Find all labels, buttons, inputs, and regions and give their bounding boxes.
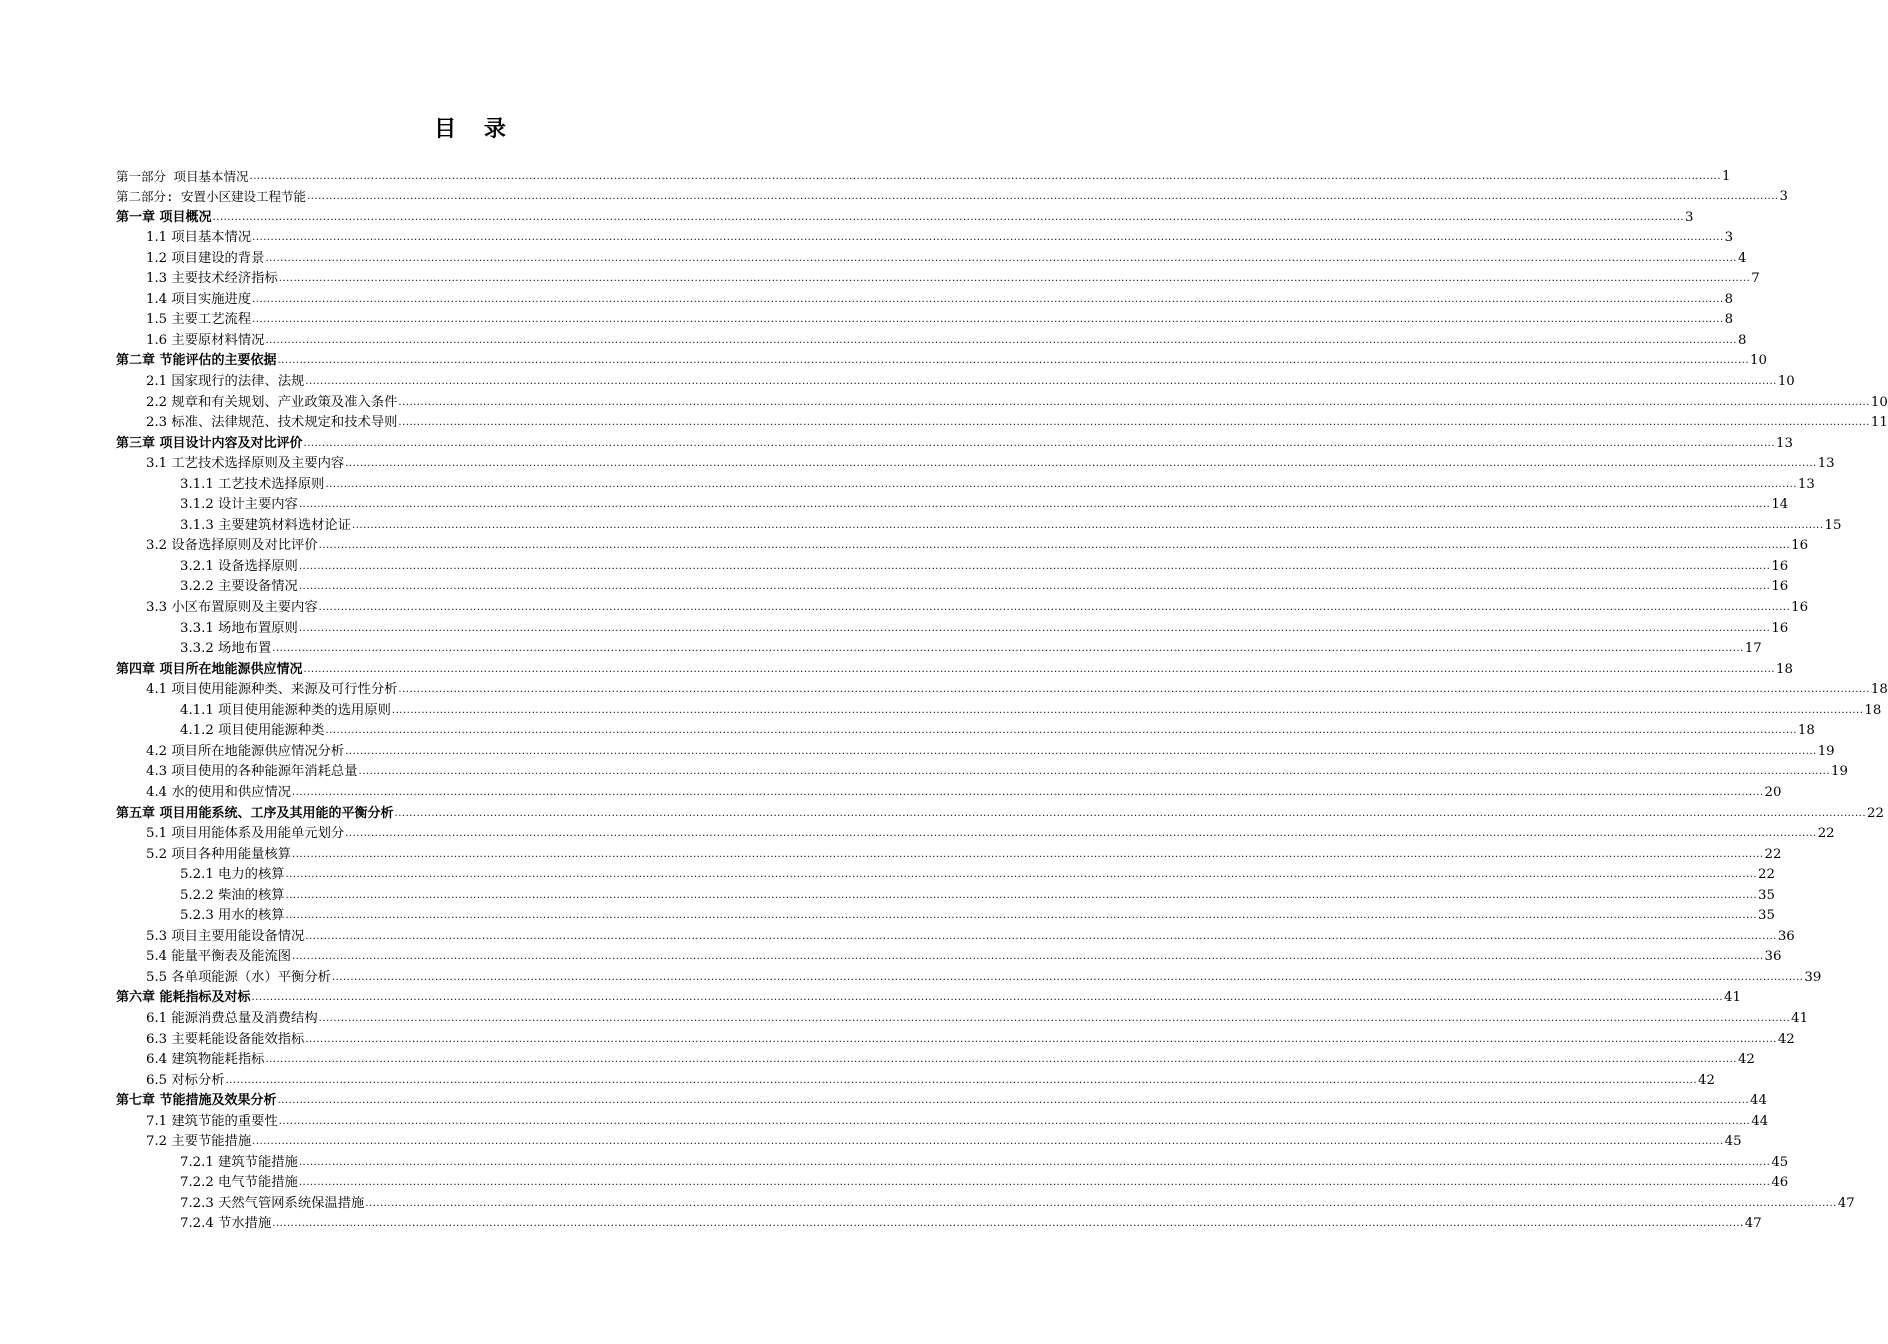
toc-entry[interactable]: [116, 411, 1888, 432]
toc-leader-dots: ................................................................................................................................................................................................................................................................................................................................................................................................................: [278, 273, 1751, 285]
toc-entry-page-number: 45: [1771, 1154, 1789, 1170]
toc-leader-dots: ................................................................................................................................................................................................................................................................................................................................................................................................................: [305, 376, 1777, 388]
toc-leader-dots: ................................................................................................................................................................................................................................................................................................................................................................................................................: [277, 355, 1750, 367]
toc-entry-page-number: 4: [1737, 250, 1747, 266]
toc-leader-dots: ................................................................................................................................................................................................................................................................................................................................................................................................................: [303, 663, 1776, 675]
toc-entry-page-number: 14: [1771, 497, 1789, 513]
toc-leader-dots: ................................................................................................................................................................................................................................................................................................................................................................................................................: [398, 417, 1870, 429]
toc-entry[interactable]: [116, 431, 1793, 452]
toc-entry-page-number: 42: [1698, 1072, 1715, 1088]
toc-entry-page-number: 18: [1797, 723, 1815, 739]
toc-entry[interactable]: [116, 1130, 1742, 1151]
toc-leader-dots: ................................................................................................................................................................................................................................................................................................................................................................................................................: [318, 602, 1791, 614]
toc-entry-label: 5.2 项目各种用能量核算: [146, 846, 292, 862]
toc-entry-page-number: 16: [1791, 538, 1809, 554]
toc-leader-dots: ................................................................................................................................................................................................................................................................................................................................................................................................................: [345, 745, 1817, 757]
toc-leader-dots: ................................................................................................................................................................................................................................................................................................................................................................................................................: [305, 930, 1777, 942]
toc-leader-dots: ................................................................................................................................................................................................................................................................................................................................................................................................................: [249, 170, 1722, 182]
toc-entry-label: 3.1.1 工艺技术选择原则: [180, 476, 325, 492]
toc-entry-label: 3.3.1 场地布置原则: [180, 620, 298, 636]
toc-leader-dots: ................................................................................................................................................................................................................................................................................................................................................................................................................: [345, 458, 1817, 470]
toc-entry-label: 1.5 主要工艺流程: [146, 312, 252, 328]
toc-entry-label: 4.3 项目使用的各种能源年消耗总量: [146, 764, 358, 780]
toc-leader-dots: ................................................................................................................................................................................................................................................................................................................................................................................................................: [298, 581, 1771, 593]
toc-entry-label: 第一章 项目概况: [116, 209, 212, 225]
toc-entry-label: 3.3 小区布置原则及主要内容: [146, 600, 318, 616]
toc-entry-label: 第一部分 项目基本情况: [116, 168, 249, 184]
toc-entry[interactable]: [116, 822, 1835, 843]
toc-entry-page-number: 8: [1724, 291, 1734, 307]
toc-entry-label: 6.4 建筑物能耗指标: [146, 1052, 265, 1068]
toc-leader-dots: ................................................................................................................................................................................................................................................................................................................................................................................................................: [345, 828, 1817, 840]
toc-leader-dots: ................................................................................................................................................................................................................................................................................................................................................................................................................: [292, 848, 1764, 860]
toc-entry[interactable]: [116, 657, 1793, 678]
toc-entry-label: 1.6 主要原材料情况: [146, 332, 265, 348]
toc-entry[interactable]: [116, 698, 1882, 719]
toc-entry-label: 5.1 项目用能体系及用能单元划分: [146, 826, 345, 842]
toc-leader-dots: ................................................................................................................................................................................................................................................................................................................................................................................................................: [325, 478, 1797, 490]
toc-entry[interactable]: [116, 1109, 1769, 1130]
toc-entry[interactable]: [116, 616, 1789, 637]
toc-leader-dots: ................................................................................................................................................................................................................................................................................................................................................................................................................: [285, 910, 1758, 922]
toc-leader-dots: ................................................................................................................................................................................................................................................................................................................................................................................................................: [358, 766, 1831, 778]
toc-leader-dots: ................................................................................................................................................................................................................................................................................................................................................................................................................: [305, 1033, 1777, 1045]
toc-entry[interactable]: [116, 328, 1747, 349]
toc-leader-dots: ................................................................................................................................................................................................................................................................................................................................................................................................................: [298, 1156, 1771, 1168]
toc-entry-label: 第六章 能耗指标及对标: [116, 990, 251, 1006]
toc-entry-page-number: 42: [1777, 1031, 1795, 1047]
toc-entry-page-number: 44: [1750, 1093, 1767, 1109]
toc-entry[interactable]: [116, 369, 1795, 390]
toc-entry-label: 3.2.2 主要设备情况: [180, 579, 298, 595]
toc-leader-dots: ................................................................................................................................................................................................................................................................................................................................................................................................................: [298, 1177, 1771, 1189]
toc-leader-dots: ................................................................................................................................................................................................................................................................................................................................................................................................................: [325, 725, 1797, 737]
toc-entry-page-number: 10: [1870, 394, 1888, 410]
toc-leader-dots: ................................................................................................................................................................................................................................................................................................................................................................................................................: [298, 560, 1771, 572]
toc-entry[interactable]: [116, 349, 1767, 370]
toc-entry-page-number: 47: [1744, 1216, 1762, 1232]
toc-entry-label: 5.3 项目主要用能设备情况: [146, 928, 305, 944]
toc-entry[interactable]: [116, 945, 1782, 966]
toc-entry-page-number: 3: [1779, 189, 1789, 205]
toc-entry[interactable]: [116, 719, 1815, 740]
toc-entry-page-number: 13: [1776, 435, 1793, 451]
toc-leader-dots: ................................................................................................................................................................................................................................................................................................................................................................................................................: [252, 232, 1724, 244]
toc-entry-label: 2.3 标准、法律规范、技术规定和技术导则: [146, 415, 398, 431]
toc-entry-page-number: 36: [1764, 949, 1782, 965]
toc-entry[interactable]: [116, 452, 1835, 473]
toc-entry[interactable]: [116, 1150, 1789, 1171]
toc-entry-page-number: 45: [1724, 1134, 1742, 1150]
toc-entry[interactable]: [116, 246, 1747, 267]
toc-entry-label: 4.4 水的使用和供应情况: [146, 784, 292, 800]
toc-leader-dots: ................................................................................................................................................................................................................................................................................................................................................................................................................: [265, 252, 1737, 264]
toc-entry[interactable]: [116, 801, 1884, 822]
toc-entry-label: 4.1.1 项目使用能源种类的选用原则: [180, 702, 391, 718]
toc-leader-dots: ................................................................................................................................................................................................................................................................................................................................................................................................................: [285, 889, 1758, 901]
toc-entry[interactable]: [116, 637, 1762, 658]
toc-entry-page-number: 18: [1776, 661, 1793, 677]
toc-entry-page-number: 22: [1817, 826, 1835, 842]
toc-entry[interactable]: [116, 678, 1888, 699]
toc-entry-label: 5.4 能量平衡表及能流图: [146, 949, 292, 965]
toc-leader-dots: ................................................................................................................................................................................................................................................................................................................................................................................................................: [272, 1218, 1744, 1230]
toc-entry-label: 1.1 项目基本情况: [146, 230, 252, 246]
toc-leader-dots: ................................................................................................................................................................................................................................................................................................................................................................................................................: [285, 869, 1758, 881]
toc-entry-page-number: 22: [1867, 805, 1884, 821]
toc-leader-dots: ................................................................................................................................................................................................................................................................................................................................................................................................................: [252, 1136, 1724, 1148]
toc-entry[interactable]: [116, 534, 1809, 555]
toc-entry-label: 2.1 国家现行的法律、法规: [146, 374, 305, 390]
toc-entry-page-number: 46: [1771, 1175, 1789, 1191]
toc-entry-page-number: 44: [1751, 1113, 1769, 1129]
toc-entry-page-number: 16: [1771, 620, 1789, 636]
toc-entry-page-number: 19: [1817, 743, 1835, 759]
toc-entry-label: 3.3.2 场地布置: [180, 641, 272, 657]
toc-entry[interactable]: [116, 883, 1775, 904]
toc-entry-page-number: 3: [1685, 209, 1694, 225]
toc-entry-label: 5.2.1 电力的核算: [180, 867, 285, 883]
toc-entry-label: 1.2 项目建设的背景: [146, 250, 265, 266]
toc-entry-label: 7.2 主要节能措施: [146, 1134, 252, 1150]
toc-entry[interactable]: [116, 205, 1694, 226]
toc-entry-page-number: 8: [1724, 312, 1734, 328]
toc-entry[interactable]: [116, 842, 1782, 863]
toc-entry-label: 3.2 设备选择原则及对比评价: [146, 538, 318, 554]
toc-entry-page-number: 18: [1864, 702, 1882, 718]
toc-entry-page-number: 18: [1870, 682, 1888, 698]
toc-entry-label: 3.1.3 主要建筑材料选材论证: [180, 517, 352, 533]
toc-entry[interactable]: [116, 513, 1842, 534]
toc-entry-page-number: 13: [1797, 476, 1815, 492]
toc-entry-page-number: 16: [1771, 579, 1789, 595]
toc-leader-dots: ................................................................................................................................................................................................................................................................................................................................................................................................................: [265, 1054, 1737, 1066]
toc-entry-page-number: 47: [1837, 1195, 1855, 1211]
toc-leader-dots: ................................................................................................................................................................................................................................................................................................................................................................................................................: [303, 437, 1776, 449]
toc-leader-dots: ................................................................................................................................................................................................................................................................................................................................................................................................................: [318, 1012, 1791, 1024]
toc-leader-dots: ................................................................................................................................................................................................................................................................................................................................................................................................................: [398, 684, 1870, 696]
toc-entry-page-number: 15: [1824, 517, 1842, 533]
toc-entry-label: 第三章 项目设计内容及对比评价: [116, 435, 303, 451]
toc-entry-page-number: 35: [1758, 908, 1775, 924]
toc-entry[interactable]: [116, 924, 1795, 945]
toc-entry-label: 7.1 建筑节能的重要性: [146, 1113, 278, 1129]
toc-entry-label: 第五章 项目用能系统、工序及其用能的平衡分析: [116, 805, 394, 821]
toc-entry-label: 4.2 项目所在地能源供应情况分析: [146, 743, 345, 759]
toc-entry[interactable]: [116, 1027, 1795, 1048]
toc-leader-dots: ................................................................................................................................................................................................................................................................................................................................................................................................................: [398, 396, 1870, 408]
toc-entry[interactable]: [116, 986, 1741, 1007]
toc-entry[interactable]: [116, 1171, 1789, 1192]
toc-entry-page-number: 7: [1751, 271, 1760, 287]
toc-entry-page-number: 16: [1771, 558, 1789, 574]
toc-entry-label: 6.3 主要耗能设备能效指标: [146, 1031, 305, 1047]
table-of-contents: [116, 164, 1888, 1232]
toc-entry-page-number: 39: [1804, 969, 1822, 985]
toc-entry-page-number: 11: [1870, 415, 1888, 431]
toc-entry-label: 5.2.2 柴油的核算: [180, 887, 285, 903]
toc-entry-label: 第七章 节能措施及效果分析: [116, 1093, 277, 1109]
toc-entry-label: 6.1 能源消费总量及消费结构: [146, 1010, 318, 1026]
toc-leader-dots: ................................................................................................................................................................................................................................................................................................................................................................................................................: [298, 499, 1771, 511]
toc-entry-label: 1.4 项目实施进度: [146, 291, 252, 307]
toc-entry-label: 3.1 工艺技术选择原则及主要内容: [146, 456, 345, 472]
toc-entry-page-number: 17: [1744, 641, 1762, 657]
toc-leader-dots: ................................................................................................................................................................................................................................................................................................................................................................................................................: [307, 191, 1779, 203]
toc-entry-label: 4.1 项目使用能源种类、来源及可行性分析: [146, 682, 398, 698]
toc-leader-dots: ................................................................................................................................................................................................................................................................................................................................................................................................................: [292, 786, 1764, 798]
toc-entry-label: 3.2.1 设备选择原则: [180, 558, 298, 574]
toc-entry-page-number: 22: [1758, 867, 1775, 883]
toc-entry-label: 第二章 节能评估的主要依据: [116, 353, 277, 369]
toc-entry-label: 5.2.3 用水的核算: [180, 908, 285, 924]
toc-entry[interactable]: [116, 904, 1775, 925]
toc-entry-label: 3.1.2 设计主要内容: [180, 497, 298, 513]
toc-entry[interactable]: [116, 185, 1789, 206]
toc-entry-label: 1.3 主要技术经济指标: [146, 271, 278, 287]
toc-leader-dots: ................................................................................................................................................................................................................................................................................................................................................................................................................: [391, 704, 1864, 716]
toc-entry-page-number: 8: [1737, 332, 1747, 348]
toc-entry[interactable]: [116, 965, 1822, 986]
toc-entry-page-number: 36: [1777, 928, 1795, 944]
toc-leader-dots: ................................................................................................................................................................................................................................................................................................................................................................................................................: [252, 293, 1724, 305]
toc-entry-label: 6.5 对标分析: [146, 1072, 225, 1088]
toc-entry-page-number: 3: [1724, 230, 1734, 246]
toc-leader-dots: ................................................................................................................................................................................................................................................................................................................................................................................................................: [272, 643, 1744, 655]
toc-entry-page-number: 42: [1737, 1052, 1755, 1068]
toc-entry-label: 7.2.1 建筑节能措施: [180, 1154, 298, 1170]
toc-entry[interactable]: [116, 739, 1835, 760]
toc-leader-dots: ................................................................................................................................................................................................................................................................................................................................................................................................................: [298, 622, 1771, 634]
toc-entry[interactable]: [116, 226, 1734, 247]
toc-entry-label: 5.5 各单项能源（水）平衡分析: [146, 969, 331, 985]
toc-entry[interactable]: [116, 1212, 1762, 1233]
toc-entry[interactable]: [116, 863, 1775, 884]
toc-leader-dots: ................................................................................................................................................................................................................................................................................................................................................................................................................: [277, 1095, 1750, 1107]
toc-entry[interactable]: [116, 308, 1734, 329]
toc-entry[interactable]: [116, 1089, 1767, 1110]
toc-leader-dots: ................................................................................................................................................................................................................................................................................................................................................................................................................: [318, 540, 1791, 552]
toc-leader-dots: ................................................................................................................................................................................................................................................................................................................................................................................................................: [212, 211, 1685, 223]
toc-entry-page-number: 19: [1831, 764, 1848, 780]
toc-entry[interactable]: [116, 1006, 1809, 1027]
toc-leader-dots: ................................................................................................................................................................................................................................................................................................................................................................................................................: [331, 971, 1804, 983]
toc-entry-page-number: 13: [1817, 456, 1835, 472]
toc-entry-label: 7.2.3 天然气管网系统保温措施: [180, 1195, 365, 1211]
toc-entry[interactable]: [116, 287, 1734, 308]
toc-entry[interactable]: [116, 575, 1789, 596]
toc-entry-label: 2.2 规章和有关规划、产业政策及准入条件: [146, 394, 398, 410]
toc-leader-dots: ................................................................................................................................................................................................................................................................................................................................................................................................................: [225, 1074, 1698, 1086]
toc-entry-label: 7.2.2 电气节能措施: [180, 1175, 298, 1191]
toc-entry[interactable]: [116, 1068, 1715, 1089]
toc-entry-label: 第四章 项目所在地能源供应情况: [116, 661, 303, 677]
toc-entry[interactable]: [116, 1191, 1855, 1212]
toc-entry[interactable]: [116, 595, 1809, 616]
toc-leader-dots: ................................................................................................................................................................................................................................................................................................................................................................................................................: [252, 314, 1724, 326]
toc-entry[interactable]: [116, 164, 1731, 185]
toc-leader-dots: ................................................................................................................................................................................................................................................................................................................................................................................................................: [352, 519, 1824, 531]
toc-entry-page-number: 35: [1758, 887, 1775, 903]
toc-entry[interactable]: [116, 1048, 1755, 1069]
toc-leader-dots: ................................................................................................................................................................................................................................................................................................................................................................................................................: [278, 1115, 1751, 1127]
toc-entry[interactable]: [116, 390, 1888, 411]
toc-entry-label: 第二部分: 安置小区建设工程节能: [116, 189, 307, 205]
toc-leader-dots: ................................................................................................................................................................................................................................................................................................................................................................................................................: [265, 334, 1737, 346]
toc-entry-page-number: 41: [1724, 990, 1741, 1006]
toc-entry-page-number: 41: [1791, 1010, 1809, 1026]
toc-entry-page-number: 16: [1791, 600, 1809, 616]
page-title: 目 录: [434, 117, 516, 142]
toc-entry-page-number: 22: [1764, 846, 1782, 862]
toc-leader-dots: ................................................................................................................................................................................................................................................................................................................................................................................................................: [251, 992, 1724, 1004]
toc-entry[interactable]: [116, 780, 1782, 801]
toc-entry[interactable]: [116, 267, 1760, 288]
toc-entry-label: 7.2.4 节水措施: [180, 1216, 272, 1232]
toc-entry-label: 4.1.2 项目使用能源种类: [180, 723, 325, 739]
toc-entry[interactable]: [116, 493, 1789, 514]
toc-entry[interactable]: [116, 554, 1789, 575]
toc-entry-page-number: 10: [1777, 374, 1795, 390]
toc-leader-dots: ................................................................................................................................................................................................................................................................................................................................................................................................................: [365, 1197, 1837, 1209]
toc-entry-page-number: 10: [1750, 353, 1767, 369]
toc-entry[interactable]: [116, 472, 1815, 493]
toc-entry-page-number: 20: [1764, 784, 1782, 800]
toc-leader-dots: ................................................................................................................................................................................................................................................................................................................................................................................................................: [394, 807, 1867, 819]
toc-entry-page-number: 1: [1722, 168, 1731, 184]
toc-entry[interactable]: [116, 760, 1848, 781]
toc-leader-dots: ................................................................................................................................................................................................................................................................................................................................................................................................................: [292, 951, 1764, 963]
